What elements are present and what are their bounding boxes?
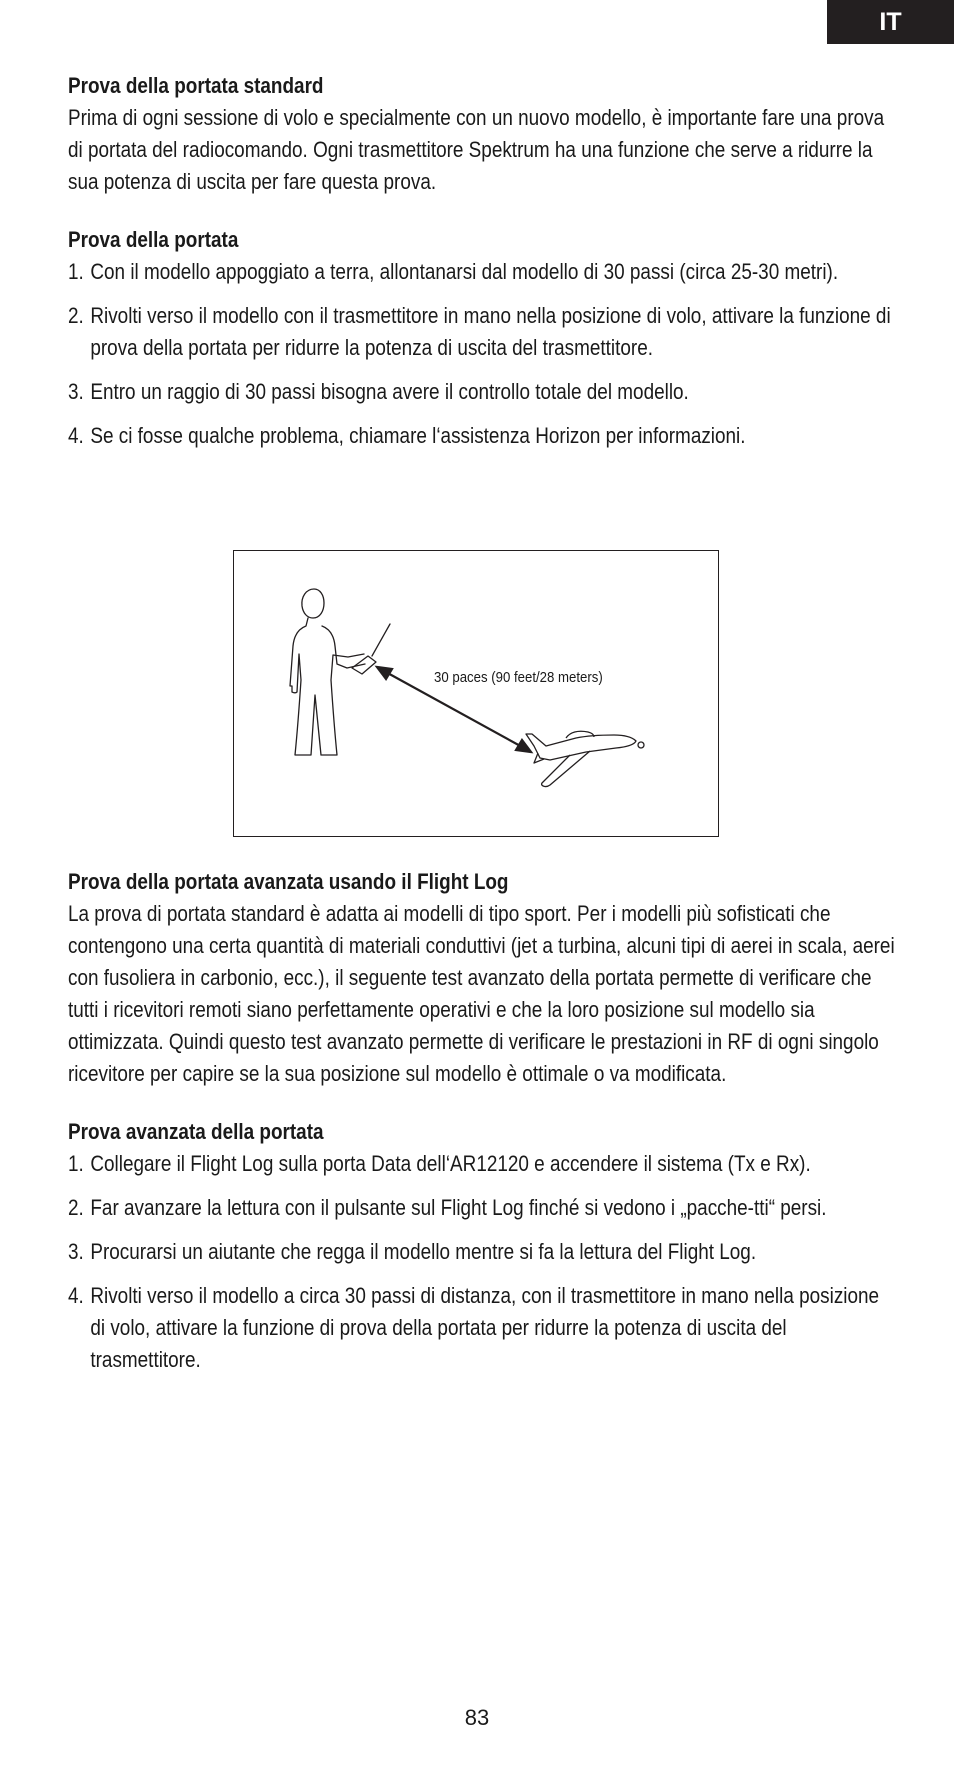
list-item: 4. Rivolti verso il modello a circa 30 passi di distanza, con il trasmettitore in mano nella posizione di volo, attivare la funzione di prova della portata per ridurre la potenza di uscita del trasmettitore. — [68, 1283, 880, 1372]
advanced-range-test-steps — [68, 1148, 898, 1376]
arrow-head-left — [377, 667, 392, 679]
person-arm — [322, 626, 365, 668]
airplane-icon — [526, 731, 644, 786]
list-item: 1. Con il modello appoggiato a terra, allontanarsi dal modello di 30 passi (circa 25-30 metri). — [68, 259, 839, 284]
section-title-range-test: Prova della portata — [68, 227, 239, 252]
paragraph-advanced-range-test: La prova di portata standard è adatta ai modelli di tipo sport. Per i modelli più sofisticati che contengono una certa quantità di materiali conduttivi (jet a turbina, alcuni tipi di aerei in scala, aerei con fusoliera in carbonio, ecc.), il seguente test avanzato della portata permette di verificare che tutti i ricevitori remoti siano perfettamente operativi e che la loro posizione sul modello sia ottimizzata. Quindi questo test avanzato permette di verificare le prestazioni in RF di ogni singolo ricevitore per capire se la sua posizione sul modello è ottimale o va modificata. — [68, 901, 895, 1086]
section-title-standard-range-test: Prova della portata standard — [68, 73, 324, 98]
list-item: 3. Procurarsi un aiutante che regga il modello mentre si fa la lettura del Flight Log. — [68, 1239, 757, 1264]
section-title-advanced-range-test: Prova avanzata della portata — [68, 1119, 324, 1144]
list-item: 2. Far avanzare la lettura con il pulsante sul Flight Log finché si vedono i „pacche-tti“ persi. — [68, 1195, 827, 1220]
list-item: 1. Collegare il Flight Log sulla porta Data dell‘AR12120 e accendere il sistema (Tx e Rx). — [68, 1151, 811, 1176]
person-body — [290, 618, 364, 755]
range-test-drawing — [234, 551, 720, 838]
distance-label: 30 paces (90 feet/28 meters) — [434, 669, 603, 686]
content-top — [68, 70, 898, 464]
list-item: 4. Se ci fosse qualche problema, chiamare l‘assistenza Horizon per informazioni. — [68, 423, 746, 448]
language-tab: IT — [827, 0, 954, 44]
arrow-head-right — [516, 740, 531, 752]
transmitter-icon — [352, 656, 376, 674]
page-number: 83 — [464, 1705, 490, 1730]
person-head — [302, 589, 324, 618]
list-item: 3. Entro un raggio di 30 passi bisogna avere il controllo totale del modello. — [68, 379, 689, 404]
transmitter-antenna — [372, 624, 390, 656]
range-test-illustration — [233, 550, 719, 837]
section-title-advanced-range-test-flight-log: Prova della portata avanzata usando il Flight Log — [68, 869, 509, 894]
content-bottom — [68, 866, 898, 1388]
paragraph-standard-range-test: Prima di ogni sessione di volo e specialmente con un nuovo modello, è importante fare una prova di portata del radiocomando. Ogni trasmettitore Spektrum ha una funzione che serve a ridurre la sua potenza di uscita per fare questa prova. — [68, 105, 885, 194]
list-item: 2. Rivolti verso il modello con il trasmettitore in mano nella posizione di volo, attivare la funzione di prova della portata per ridurre la potenza di uscita del trasmettitore. — [68, 303, 891, 360]
range-test-steps — [68, 256, 898, 452]
